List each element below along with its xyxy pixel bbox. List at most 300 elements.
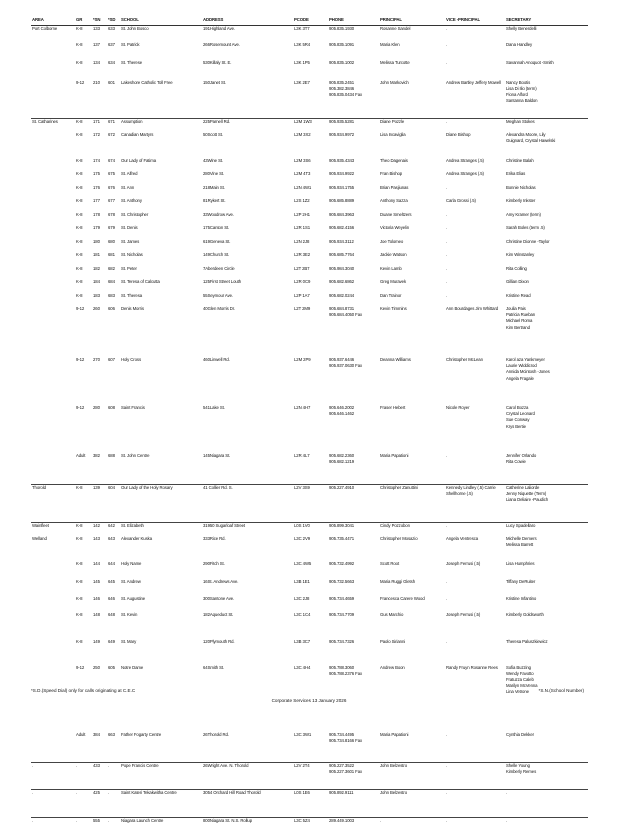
school-number-cell: 280	[92, 405, 107, 453]
school-name-cell: Our Lady of Fatima	[120, 158, 202, 172]
area-cell: Thorold	[31, 485, 75, 523]
secretary-cell-line: Lina Vetrone	[506, 689, 587, 695]
phone-cell-line: 905.684.8731	[329, 306, 378, 312]
postal-code-cell: L2M 3S6	[293, 158, 328, 172]
vice-principal-cell: Joseph Ferrusi (.5)	[445, 561, 505, 579]
speed-dial-cell: 607	[107, 357, 120, 405]
speed-dial-cell: .	[107, 762, 120, 789]
secretary-cell	[505, 279, 588, 293]
table-row	[31, 42, 588, 60]
address-cell: 182Aqueduct St.	[202, 612, 293, 639]
secretary-cell	[505, 80, 588, 119]
table-row	[31, 536, 588, 562]
postal-code-cell: L2P 1A7	[293, 293, 328, 307]
speed-dial-cell: 682	[107, 266, 120, 280]
phone-cell-line: 905.984.3040	[329, 266, 378, 272]
speed-dial-cell: 688	[107, 453, 120, 485]
school-name-cell: St. John Centre	[120, 453, 202, 485]
area-cell: Port Colborne	[31, 26, 75, 43]
school-number-cell: 250	[92, 665, 107, 733]
school-name-cell: Alexander Kuska	[120, 536, 202, 562]
school-number-cell: 210	[92, 80, 107, 119]
school-name-cell: St. Ann	[120, 185, 202, 199]
area-cell	[31, 266, 75, 280]
school-name-cell: Saint Kateri Tekakwitha Centre	[120, 789, 202, 818]
school-name-cell: Pope Francis Centre	[120, 762, 202, 789]
vice-principal-cell: Joseph Ferrusi (.5)	[445, 612, 505, 639]
postal-code-cell: L3K 3T7	[293, 26, 328, 43]
area-cell	[31, 80, 75, 119]
principal-cell: Theo Dagenais	[379, 158, 445, 172]
secretary-cell	[505, 405, 588, 453]
phone-cell	[328, 522, 379, 536]
school-number-cell: 171	[92, 119, 107, 133]
area-cell	[31, 252, 75, 266]
address-cell: 40Glen Morris Dr.	[202, 306, 293, 357]
speed-dial-cell: 679	[107, 225, 120, 239]
vice-principal-cell: Christopher McLean	[445, 357, 505, 405]
postal-code-cell: L3C 5Z4	[293, 818, 328, 834]
school-number-cell: 425	[92, 789, 107, 818]
table-row	[31, 252, 588, 266]
secretary-cell-line: Theresa Paluszkiewicz	[506, 639, 587, 645]
address-cell: 3054 Orchard Hill Road Thorold	[202, 789, 293, 818]
postal-code-cell: L2M 3X2	[293, 132, 328, 158]
area-cell: Welland	[31, 536, 75, 562]
grade-cell: 9-12	[75, 405, 92, 453]
speed-dial-cell: 677	[107, 198, 120, 212]
address-cell: 7Aberdeen Circle	[202, 266, 293, 280]
secretary-cell-line: Kimberly Remes	[506, 769, 587, 775]
school-number-cell: 384	[92, 732, 107, 762]
school-name-cell: Denis Morris	[120, 306, 202, 357]
secretary-cell-line: Fratuzza Caleb	[506, 677, 587, 683]
table-row	[31, 579, 588, 596]
secretary-cell-line: Crystal Leonard	[506, 411, 587, 417]
table-row	[31, 405, 588, 453]
phone-cell	[328, 762, 379, 789]
footer-date-line: Corporate Services 13 January 2026	[0, 698, 618, 703]
table-row	[31, 522, 588, 536]
phone-cell	[328, 132, 379, 158]
grade-cell: 9-12	[75, 665, 92, 733]
school-name-cell: St. Elizabeth	[120, 522, 202, 536]
secretary-cell-line: Catherine Laliorde	[506, 485, 587, 491]
secretary-cell-line: Meghan Stokes	[506, 119, 587, 125]
vice-principal-cell: .	[445, 60, 505, 80]
table-row	[31, 119, 588, 133]
vice-principal-cell: Andrea Stranges (.5)	[445, 158, 505, 172]
phone-cell-line: 905.682.6862	[329, 279, 378, 285]
grade-cell: K-8	[75, 212, 92, 226]
phone-cell	[328, 579, 379, 596]
school-name-cell: St. Mary	[120, 639, 202, 665]
secretary-cell	[505, 818, 588, 834]
principal-cell: Greg Muravek	[379, 279, 445, 293]
phone-cell	[328, 818, 379, 834]
secretary-cell-line: Santanna Baldon	[506, 98, 587, 104]
area-cell	[31, 42, 75, 60]
phone-cell	[328, 485, 379, 523]
principal-cell: John Markovich	[379, 80, 445, 119]
phone-cell	[328, 732, 379, 762]
school-name-cell: St. Nicholas	[120, 252, 202, 266]
address-cell: 225Parnell Rd.	[202, 119, 293, 133]
speed-dial-cell: 644	[107, 561, 120, 579]
principal-cell: Maria Klen	[379, 42, 445, 60]
secretary-cell	[505, 306, 588, 357]
school-number-cell: 144	[92, 561, 107, 579]
table-row	[31, 80, 588, 119]
area-cell: .	[31, 818, 75, 834]
postal-code-cell: L2M 4T3	[293, 171, 328, 185]
phone-cell-line: 905.935.4343	[329, 158, 378, 164]
vice-principal-cell: .	[445, 639, 505, 665]
postal-code-cell: L2R 3E2	[293, 252, 328, 266]
grade-cell: K-8	[75, 536, 92, 562]
principal-cell: Cindy Pozzobon	[379, 522, 445, 536]
phone-cell-line: 905.934.9922	[329, 171, 378, 177]
vice-principal-cell: Randy Fruyn Rosanne Rees	[445, 665, 505, 733]
address-cell: 619Geneva St.	[202, 239, 293, 253]
table-row	[31, 732, 588, 762]
phone-cell	[328, 293, 379, 307]
principal-cell: Christopher Zanuttini	[379, 485, 445, 523]
table-row	[31, 171, 588, 185]
grade-cell: K-8	[75, 252, 92, 266]
table-row	[31, 453, 588, 485]
phone-cell-line: 905.734.4495	[329, 732, 378, 738]
vice-principal-cell: .	[445, 119, 505, 133]
phone-cell-line: 905.788.2376 Fax	[329, 671, 378, 677]
speed-dial-cell: 646	[107, 596, 120, 613]
school-number-cell: 142	[92, 522, 107, 536]
principal-cell: Gus Marchio	[379, 612, 445, 639]
principal-cell: Anthony Sazza	[379, 198, 445, 212]
secretary-cell-line: Kim Winstanley	[506, 252, 587, 258]
vice-principal-cell: .	[445, 762, 505, 789]
phone-cell	[328, 453, 379, 485]
area-cell	[31, 198, 75, 212]
school-name-cell: St. Peter	[120, 266, 202, 280]
secretary-cell	[505, 266, 588, 280]
postal-code-cell: L2N 4W1	[293, 185, 328, 199]
header-address: ADDRESS	[202, 16, 293, 26]
secretary-cell	[505, 185, 588, 199]
address-cell: 43Wine St.	[202, 158, 293, 172]
table-row	[31, 789, 588, 818]
postal-code-cell: L2R 4L7	[293, 453, 328, 485]
secretary-cell-line: Carol Bozza	[506, 405, 587, 411]
vice-principal-cell: Ann Bourdages Jim Whittard	[445, 306, 505, 357]
grade-cell: K-8	[75, 612, 92, 639]
phone-cell-line: 905.682.1219	[329, 459, 378, 465]
secretary-cell	[505, 158, 588, 172]
speed-dial-cell: 645	[107, 579, 120, 596]
secretary-cell	[505, 26, 588, 43]
grade-cell: 9-12	[75, 306, 92, 357]
school-name-cell: Niagara Launch Centre	[120, 818, 202, 834]
school-number-cell: 133	[92, 26, 107, 43]
speed-dial-cell: 605	[107, 665, 120, 733]
address-cell: 530Killaly St. E.	[202, 60, 293, 80]
grade-cell: K-8	[75, 266, 92, 280]
school-name-cell: St. Christopher	[120, 212, 202, 226]
school-name-cell: St. James	[120, 239, 202, 253]
header-principal: PRINCIPAL	[379, 16, 445, 26]
phone-cell-line: 905.685.8889	[329, 198, 378, 204]
phone-cell	[328, 42, 379, 60]
school-name-cell: St. Alfred	[120, 171, 202, 185]
phone-cell-line: 905.684.3963	[329, 212, 378, 218]
secretary-cell-line: Erika Elias	[506, 171, 587, 177]
postal-code-cell: L0S 1V0	[293, 522, 328, 536]
secretary-cell-line: Angela Fragale	[506, 376, 587, 382]
vice-principal-cell: .	[445, 789, 505, 818]
table-row	[31, 306, 588, 357]
speed-dial-cell: 633	[107, 26, 120, 43]
phone-cell	[328, 279, 379, 293]
principal-cell: Dan Trainor	[379, 293, 445, 307]
header-row	[31, 16, 588, 26]
vice-principal-cell: Andrea Stranges (.5)	[445, 171, 505, 185]
school-number-cell: 139	[92, 485, 107, 523]
secretary-cell	[505, 357, 588, 405]
secretary-cell-line: Jenny Niquette (Term)	[506, 491, 587, 497]
address-cell: 81Rykert St.	[202, 198, 293, 212]
phone-cell-line: 905.227.4910	[329, 485, 378, 491]
postal-code-cell: L3B 1E1	[293, 579, 328, 596]
secretary-cell	[505, 212, 588, 226]
school-number-cell: 172	[92, 132, 107, 158]
phone-cell	[328, 185, 379, 199]
school-number-cell: 176	[92, 185, 107, 199]
school-name-cell: Lakeshore Catholic Toll Free	[120, 80, 202, 119]
phone-cell-line: 905.732.5663	[329, 579, 378, 585]
speed-dial-cell: 608	[107, 405, 120, 453]
phone-cell-line: 905.937.6446	[329, 357, 378, 363]
phone-cell	[328, 596, 379, 613]
secretary-cell-line: Sarah Boles (term .5)	[506, 225, 587, 231]
school-name-cell: Our Lady of the Holy Rosary	[120, 485, 202, 523]
phone-cell-line: 905.835.2451	[329, 80, 378, 86]
principal-cell: Jackie Watson	[379, 252, 445, 266]
area-cell	[31, 279, 75, 293]
grade-cell: K-8	[75, 225, 92, 239]
area-cell	[31, 306, 75, 357]
speed-dial-cell: 676	[107, 185, 120, 199]
phone-cell	[328, 639, 379, 665]
area-cell	[31, 405, 75, 453]
postal-code-cell: L2T 2M9	[293, 306, 328, 357]
speed-dial-cell: 684	[107, 279, 120, 293]
address-cell: 26Wright Ave. N. Thorold	[202, 762, 293, 789]
grade-cell: .	[75, 818, 92, 834]
grade-cell: 9-12	[75, 80, 92, 119]
postal-code-cell: L2R 1S1	[293, 225, 328, 239]
header-vice-principal: VICE -PRINCIPAL	[445, 16, 505, 26]
school-name-cell: Holy Cross	[120, 357, 202, 405]
secretary-cell-line: Christine Balah	[506, 158, 587, 164]
principal-cell: Kevin Timmins	[379, 306, 445, 357]
address-cell: 280Vine St.	[202, 171, 293, 185]
vice-principal-cell: .	[445, 596, 505, 613]
principal-cell: Duane Smeltzers	[379, 212, 445, 226]
speed-dial-cell: 649	[107, 639, 120, 665]
address-cell: 120Plymouth Rd.	[202, 639, 293, 665]
directory-body	[31, 26, 588, 834]
postal-code-cell: L3K 2E7	[293, 80, 328, 119]
postal-code-cell: L2M 2P9	[293, 357, 328, 405]
header-school: SCHOOL	[120, 16, 202, 26]
secretary-cell-line: Christine Dionne -Taylor	[506, 239, 587, 245]
principal-cell: .	[379, 818, 445, 834]
phone-cell-line: 905.934.1755	[329, 185, 378, 191]
area-cell	[31, 596, 75, 613]
phone-cell-line: 905.646.2002	[329, 405, 378, 411]
principal-cell: Christopher Mosazio	[379, 536, 445, 562]
school-name-cell: Saint Francis	[120, 405, 202, 453]
school-number-cell: 175	[92, 171, 107, 185]
grade-cell: Adult	[75, 453, 92, 485]
address-cell: 333Rice Rd.	[202, 536, 293, 562]
secretary-cell	[505, 132, 588, 158]
address-cell: 300Santone Ave.	[202, 596, 293, 613]
postal-code-cell: L3K 1P5	[293, 60, 328, 80]
school-name-cell: St. Andrew	[120, 579, 202, 596]
grade-cell: K-8	[75, 60, 92, 80]
vice-principal-cell: .	[445, 579, 505, 596]
area-cell	[31, 60, 75, 80]
area-cell	[31, 225, 75, 239]
speed-dial-cell: 675	[107, 171, 120, 185]
secretary-cell-line: .	[506, 818, 587, 824]
secretary-cell-line: Cynthia Dekker	[506, 732, 587, 738]
postal-code-cell: L2R 0C9	[293, 279, 328, 293]
grade-cell: 9-12	[75, 357, 92, 405]
grade-cell: K-8	[75, 561, 92, 579]
vice-principal-cell: .	[445, 185, 505, 199]
principal-cell: Brian Pasjiunas	[379, 185, 445, 199]
phone-cell-line: 905.734.7709	[329, 612, 378, 618]
secretary-cell-line: Alexandra Moore, Lily	[506, 132, 587, 138]
vice-principal-cell: .	[445, 453, 505, 485]
postal-code-cell: L2T 2B7	[293, 266, 328, 280]
secretary-cell-line: Gillian Dixon	[506, 279, 587, 285]
secretary-cell	[505, 639, 588, 665]
school-number-cell: 146	[92, 596, 107, 613]
area-cell	[31, 132, 75, 158]
area-cell	[31, 158, 75, 172]
secretary-cell-line: Joulia Pais	[506, 306, 587, 312]
school-number-cell: 149	[92, 639, 107, 665]
secretary-cell-line: Patricia Rueban	[506, 312, 587, 318]
secretary-cell-line: Melissa Barrett	[506, 542, 587, 548]
school-name-cell: Holy Name	[120, 561, 202, 579]
phone-cell-line: 905.732.4992	[329, 561, 378, 567]
secretary-cell-line: Kimberly Inkster	[506, 198, 587, 204]
address-cell: 64Smith St.	[202, 665, 293, 733]
school-name-cell: St. Patrick	[120, 42, 202, 60]
phone-cell	[328, 266, 379, 280]
table-row	[31, 239, 588, 253]
school-number-cell: 182	[92, 266, 107, 280]
table-row	[31, 26, 588, 43]
speed-dial-cell: 637	[107, 42, 120, 60]
school-name-cell: Notre Dame	[120, 665, 202, 733]
phone-cell-line: 289.449.1003	[329, 818, 378, 824]
principal-cell: Fraser Hebert	[379, 405, 445, 453]
school-name-cell: St. Theresa	[120, 293, 202, 307]
postal-code-cell: L3C 2V9	[293, 536, 328, 562]
secretary-cell-line: Sofia Buzzing	[506, 665, 587, 671]
secretary-cell	[505, 485, 588, 523]
principal-cell: Maria Papationi	[379, 732, 445, 762]
phone-cell	[328, 612, 379, 639]
secretary-cell-line: Guignard, Crystal Hawelski	[506, 138, 587, 144]
school-name-cell: Canadian Martyrs	[120, 132, 202, 158]
vice-principal-cell: .	[445, 732, 505, 762]
grade-cell: K-8	[75, 239, 92, 253]
secretary-cell	[505, 198, 588, 212]
school-name-cell: St. Denis	[120, 225, 202, 239]
postal-code-cell: L3B 3C7	[293, 639, 328, 665]
phone-cell-line: 905.684.4050 Fax	[329, 312, 378, 318]
secretary-cell-line: Rita Cowie	[506, 459, 587, 465]
speed-dial-cell: 672	[107, 132, 120, 158]
grade-cell: K-8	[75, 171, 92, 185]
address-cell: 41 Collier Rd. S.	[202, 485, 293, 523]
secretary-cell-line: Savannah Anoquot -Smith	[506, 60, 587, 66]
secretary-cell	[505, 252, 588, 266]
address-cell: 150Janet St.	[202, 80, 293, 119]
school-name-cell: St. John Bosco	[120, 26, 202, 43]
secretary-cell-line: Laurie Widdicrod	[506, 363, 587, 369]
table-row	[31, 60, 588, 80]
address-cell: 33Woodrow Ave.	[202, 212, 293, 226]
footer-speed-dial-note: *S.D.(Speed Dial) only for calls originating at C.E.C	[31, 688, 135, 693]
secretary-cell	[505, 293, 588, 307]
phone-cell	[328, 789, 379, 818]
phone-cell-line: 905.937.0630 Fax	[329, 363, 378, 369]
table-row	[31, 596, 588, 613]
principal-cell: Melissa Turcotte	[379, 60, 445, 80]
school-number-cell: 143	[92, 536, 107, 562]
grade-cell: K-8	[75, 158, 92, 172]
secretary-cell	[505, 561, 588, 579]
header-grade: GR	[75, 16, 92, 26]
phone-cell	[328, 405, 379, 453]
area-cell	[31, 239, 75, 253]
header-phone: PHONE	[328, 16, 379, 26]
phone-cell	[328, 26, 379, 43]
secretary-cell-line: Kristine Infantino	[506, 596, 587, 602]
secretary-cell	[505, 612, 588, 639]
phone-cell-line: 905.835.1002	[329, 60, 378, 66]
table-row	[31, 485, 588, 523]
header-postal-code: PCODE	[293, 16, 328, 26]
school-name-cell: Father Fogarty Centre	[120, 732, 202, 762]
secretary-cell	[505, 522, 588, 536]
area-cell	[31, 579, 75, 596]
vice-principal-cell: .	[445, 26, 505, 43]
vice-principal-cell: .	[445, 212, 505, 226]
postal-code-cell: L3C 4W5	[293, 561, 328, 579]
grade-cell: K-8	[75, 26, 92, 43]
area-cell	[31, 612, 75, 639]
secretary-cell	[505, 60, 588, 80]
area-cell	[31, 293, 75, 307]
